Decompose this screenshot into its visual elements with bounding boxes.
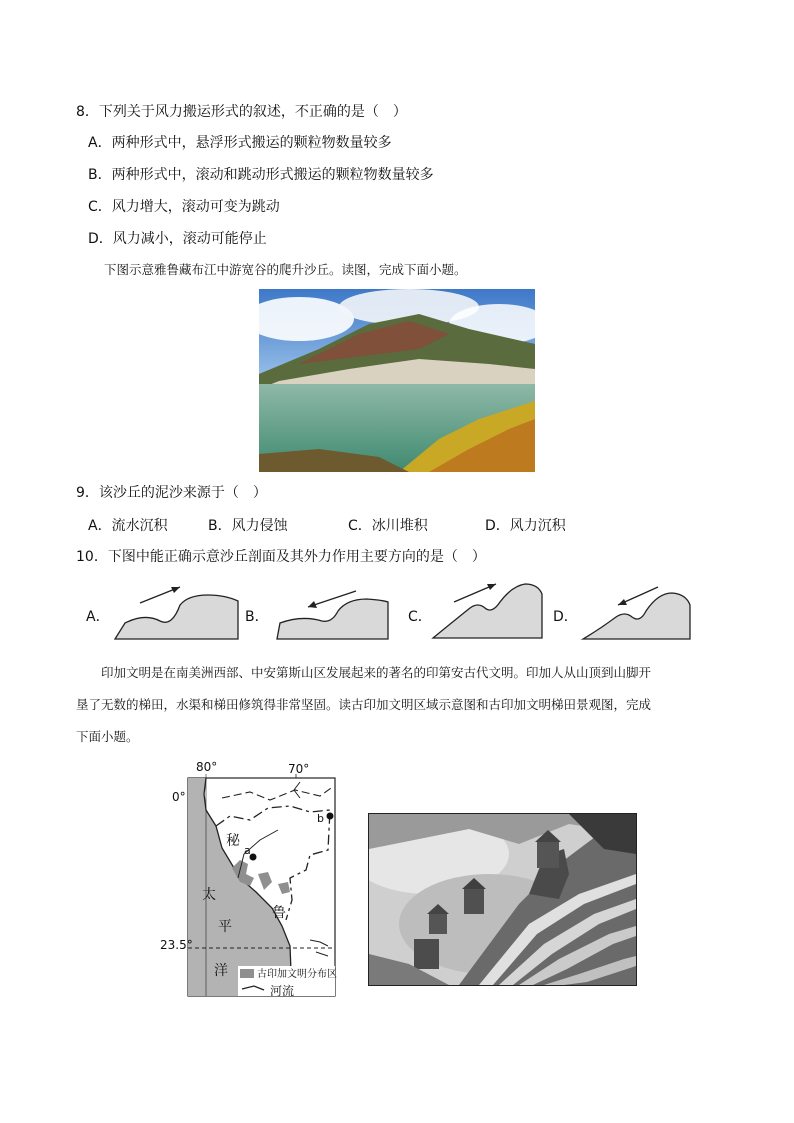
- q8-option-c: C．风力增大，滚动可变为跳动: [88, 199, 280, 215]
- map-ocean-char-1: 太: [202, 887, 216, 903]
- inca-region-map: [160, 760, 342, 1002]
- q10-label-c: C．: [408, 609, 432, 625]
- dune-profile-a: [110, 583, 250, 643]
- inca-terrace-photo: [368, 813, 637, 986]
- map-legend-area-label: 古印加文明分布区: [257, 969, 337, 980]
- dune-photo: [259, 289, 535, 472]
- intro-dune: 下图示意雅鲁藏布江中游宽谷的爬升沙丘。读图，完成下面小题。: [104, 262, 467, 277]
- map-latitude-0: 0°: [172, 790, 186, 804]
- map-point-b: b: [317, 812, 324, 825]
- dune-profile-c: [430, 578, 550, 643]
- q9-option-a: A．流水沉积: [88, 518, 168, 534]
- q10-label-b: B．: [245, 609, 269, 625]
- dune-profile-b: [272, 583, 392, 643]
- map-legend-river-label: 河流: [270, 984, 295, 998]
- map-longitude-70: 70°: [288, 762, 310, 776]
- q8-option-b: B．两种形式中，滚动和跳动形式搬运的颗粒物数量较多: [88, 167, 434, 183]
- map-country-char-1: 秘: [226, 833, 240, 849]
- intro-inca-line1: 印加文明是在南美洲西部、中安第斯山区发展起来的著名的印第安古代文明。印加人从山顶到山脚开: [101, 665, 652, 680]
- q9-option-c: C．冰川堆积: [348, 518, 428, 534]
- intro-inca-line2: 垦了无数的梯田，水渠和梯田修筑得非常坚固。读古印加文明区域示意图和古印加文明梯田景观图，完成: [76, 697, 652, 712]
- map-point-a: a: [244, 844, 251, 857]
- map-latitude-23-5: 23.5°: [160, 938, 193, 952]
- map-ocean-char-3: 洋: [214, 963, 228, 979]
- q10-stem: 10．下图中能正确示意沙丘剖面及其外力作用主要方向的是（ ）: [76, 549, 486, 565]
- q9-options: [88, 515, 608, 535]
- q9-option-d: D．风力沉积: [485, 518, 566, 534]
- q9-option-b: B．风力侵蚀: [208, 518, 288, 534]
- dune-profile-d: [580, 583, 695, 643]
- map-country-char-2: 鲁: [272, 905, 286, 921]
- q8-option-d: D．风力减小，滚动可能停止: [88, 231, 267, 247]
- map-ocean-char-2: 平: [218, 919, 232, 935]
- q8-stem: 8．下列关于风力搬运形式的叙述，不正确的是（ ）: [76, 104, 407, 120]
- intro-inca-line3: 下面小题。: [76, 729, 139, 744]
- q8-option-a: A．两种形式中，悬浮形式搬运的颗粒物数量较多: [88, 135, 392, 151]
- map-longitude-80: 80°: [196, 760, 218, 774]
- q10-label-d: D．: [553, 609, 578, 625]
- q9-stem: 9．该沙丘的泥沙来源于（ ）: [76, 485, 267, 501]
- q10-label-a: A．: [86, 609, 110, 625]
